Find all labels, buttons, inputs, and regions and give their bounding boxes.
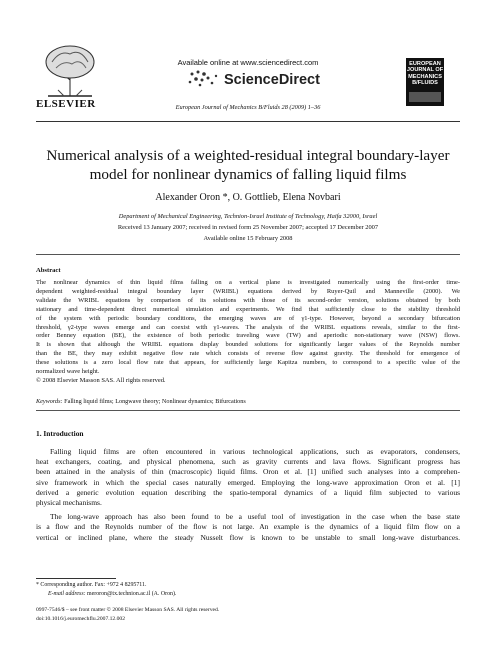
- intro-line: physical mechanisms.: [36, 498, 102, 508]
- publisher-name: ELSEVIER: [36, 98, 96, 110]
- abstract-body: [36, 279, 460, 386]
- received-dates: Received 13 January 2007; received in revised form 25 November 2007; accepted 17 December 2007: [117, 224, 379, 231]
- email-note: [48, 591, 176, 597]
- elsevier-tree-logo: [38, 42, 102, 98]
- affiliation: Department of Mechanical Engineering, Technion-Israel Institute of Technology, Haifa 32000, Israel: [118, 213, 378, 220]
- section-heading-introduction: 1. Introduction: [36, 429, 84, 438]
- header-divider: [36, 121, 460, 122]
- cover-stripe: [409, 92, 441, 102]
- abstract-line: It is shown that although the WRIBL equations display bounded solutions for significantly larger values of the Reynolds number: [36, 341, 460, 349]
- copyright-line: © 2008 Elsevier Masson SAS. All rights reserved.: [36, 376, 166, 384]
- online-date: Available online 15 February 2008: [203, 235, 293, 242]
- abstract-line: these solutions is a zero local flow rate that appears, for sufficiently large Kapitza numbers, to correspond to a specific value of the: [36, 359, 460, 367]
- abstract-line: stationary and time-dependent direct numerical simulation and experiments. We find that sufficiently close to the stability threshold: [36, 305, 460, 313]
- cover-line: B/FLUIDS: [412, 80, 438, 87]
- email-label: E-mail address:: [48, 591, 86, 597]
- keywords: [36, 398, 246, 405]
- intro-line: The long-wave approach has also been found to be a useful tool of investigation in the case when the base state: [50, 512, 460, 522]
- issn-line: 0997-7546/$ – see front matter © 2008 Elsevier Masson SAS. All rights reserved.: [36, 607, 220, 613]
- abstract-line: of the system with periodic boundary conditions, the emerging waves are of γ1-type. However, beyond a secondary bifurcation: [36, 314, 460, 322]
- corresponding-author-note: * Corresponding author. Fax: +972 4 8295711.: [36, 582, 147, 588]
- intro-line: is a flow and the Reynolds number of the flow is not large. An example is the dynamics of a liquid film flow on a: [36, 522, 460, 532]
- journal-cover-image: [406, 58, 444, 106]
- email-address[interactable]: meroron@tx.technion.ac.il (A. Oron).: [85, 591, 177, 597]
- abstract-bottom-divider: [36, 410, 460, 411]
- journal-reference: European Journal of Mechanics B/Fluids 28 (2009) 1–36: [175, 104, 321, 111]
- abstract-line: dependent weighted-residual integral boundary layer (WRIBL) equations derived by Ruyer-Quil and Manneville (2000). We: [36, 287, 460, 295]
- article-title: [30, 146, 466, 184]
- doi-link[interactable]: doi:10.1016/j.euromechflu.2007.12.002: [36, 616, 126, 622]
- abstract-line: than the BE, they may exhibit negative flow rate which consists of reverse flow against gravity. The threshold for emergence of: [36, 350, 460, 358]
- keywords-label: Keywords:: [36, 398, 63, 405]
- intro-line: been attained in the analysis of thin (macroscopic) liquid films. Oron et al. [1] unified such analyses into a comprehen-: [36, 467, 460, 477]
- keywords-list: Falling liquid films; Longwave theory; Nonlinear dynamics; Bifurcations: [62, 398, 246, 405]
- author-list: Alexander Oron *, O. Gottlieb, Elena Novbari: [155, 192, 341, 203]
- cover-line: JOURNAL OF: [406, 67, 444, 74]
- abstract-line: validate the WRIBL equations by comparison of its solutions with those of its second-order version, solutions obtained by both: [36, 296, 460, 304]
- intro-line: vertical or inclined plane, where the steady Nusselt flow is known to be unstable to small long-wave disturbances.: [36, 532, 460, 542]
- available-online-text: Available online at www.sciencedirect.com: [177, 58, 319, 67]
- abstract-line: order Benney equation (BE), the existence of both periodic traveling wave (TW) and aperiodic non-stationary wave (NSW) flows.: [36, 332, 460, 340]
- footnote-divider: [36, 578, 116, 579]
- abstract-heading: Abstract: [36, 267, 61, 274]
- title-line: Numerical analysis of a weighted-residual integral boundary-layer: [46, 147, 450, 164]
- abstract-line: The nonlinear dynamics of thin liquid films falling on a vertical plane is investigated numerically using the first-order time-: [36, 279, 460, 286]
- title-line: model for nonlinear dynamics of falling liquid films: [89, 166, 407, 183]
- intro-line: heat exchangers, coating, and physical phenomena, such as gravity currents and lava flows. Significant progress has: [36, 457, 460, 467]
- cover-line: MECHANICS: [408, 73, 442, 80]
- abstract-top-divider: [36, 254, 460, 255]
- abstract-line: threshold, γ2-type waves emerge and can coexist with γ1-waves. The analysis of the WRIBL equations reveals, similar to the first-: [36, 323, 460, 331]
- cover-line: EUROPEAN: [409, 61, 441, 67]
- intro-line: Falling liquid films are often encountered in various technological applications, such as evaporators, condensers,: [50, 447, 460, 456]
- sciencedirect-wordmark: ScienceDirect: [224, 72, 320, 88]
- abstract-line: normalized wave height.: [36, 368, 100, 376]
- introduction-body: [36, 447, 460, 543]
- intro-line: sive framework in which the special cases naturally emerged. Employing the long-wave approximation Oron et al. [1]: [36, 477, 460, 487]
- intro-line: derived a generic evolution equation describing the spatio-temporal dynamics of a liquid film subjected to various: [36, 487, 460, 497]
